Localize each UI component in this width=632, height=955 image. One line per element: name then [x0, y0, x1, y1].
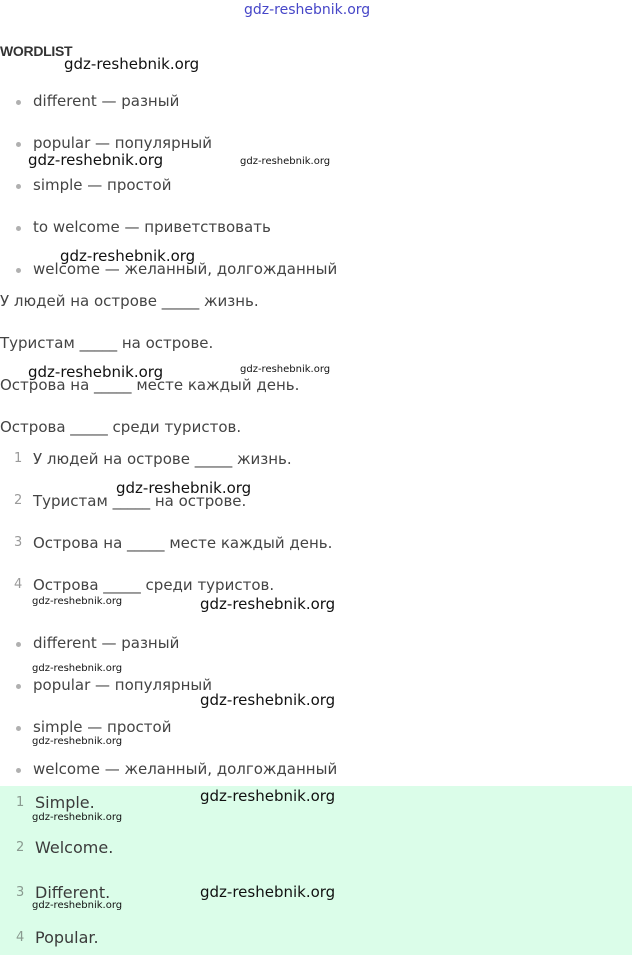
watermark: gdz-reshebnik.org: [32, 596, 123, 607]
bullet-icon: [16, 768, 21, 773]
answer-text: Popular.: [35, 928, 99, 947]
watermark: gdz-reshebnik.org: [60, 247, 196, 265]
list-item: 1 У людей на острове _____ жизнь.: [14, 450, 292, 468]
watermark: gdz-reshebnik.org: [32, 812, 123, 823]
list-item: to welcome — приветствовать: [0, 216, 632, 240]
item-number: 2: [14, 493, 23, 508]
bullet-icon: [16, 100, 21, 105]
sentence: Туристам _____ на острове.: [0, 334, 214, 352]
watermark: gdz-reshebnik.org: [200, 691, 336, 709]
watermark: gdz-reshebnik.org: [240, 156, 331, 167]
answer-text: Simple.: [35, 793, 95, 812]
list-item: 2 Туристам _____ на острове.: [14, 492, 247, 510]
sentence: Острова _____ среди туристов.: [0, 418, 242, 436]
bullet-icon: [16, 642, 21, 647]
answer-number: 3: [16, 885, 25, 900]
list-item: different — разный: [0, 632, 632, 656]
watermark: gdz-reshebnik.org: [200, 787, 336, 805]
list-item: 3 Острова на _____ месте каждый день.: [14, 534, 333, 552]
list-item: welcome — желанный, долгожданный: [0, 758, 632, 782]
list-item: popular — популярный: [0, 132, 632, 156]
item-number: 3: [14, 535, 23, 550]
watermark: gdz-reshebnik.org: [28, 363, 164, 381]
bullet-icon: [16, 268, 21, 273]
answer-number: 1: [16, 795, 25, 810]
item-number: 4: [14, 577, 23, 592]
sentence: Острова на _____ месте каждый день.: [0, 376, 300, 394]
answer-number: 4: [16, 930, 25, 945]
list-item: popular — популярный: [0, 674, 632, 698]
watermark: gdz-reshebnik.org: [32, 663, 123, 674]
list-item: welcome — желанный, долгожданный: [0, 258, 632, 282]
watermark: gdz-reshebnik.org: [32, 736, 123, 747]
list-item: simple — простой: [0, 174, 632, 198]
answer-text: Different.: [35, 883, 111, 902]
watermark: gdz-reshebnik.org: [200, 883, 336, 901]
watermark-top: gdz-reshebnik.org: [244, 2, 371, 18]
bullet-icon: [16, 726, 21, 731]
bullet-icon: [16, 226, 21, 231]
watermark: gdz-reshebnik.org: [200, 595, 336, 613]
list-item: different — разный: [0, 90, 632, 114]
answer-number: 2: [16, 840, 25, 855]
watermark: gdz-reshebnik.org: [64, 55, 200, 73]
watermark: gdz-reshebnik.org: [28, 151, 164, 169]
watermark: gdz-reshebnik.org: [240, 364, 331, 375]
item-number: 1: [14, 451, 23, 466]
bullet-icon: [16, 684, 21, 689]
bullet-icon: [16, 142, 21, 147]
watermark: gdz-reshebnik.org: [32, 900, 123, 911]
answer-text: Welcome.: [35, 838, 114, 857]
bullet-icon: [16, 184, 21, 189]
wordlist-heading: WORDLIST: [0, 43, 73, 59]
sentence: У людей на острове _____ жизнь.: [0, 292, 259, 310]
watermark: gdz-reshebnik.org: [116, 479, 252, 497]
list-item: 4 Острова _____ среди туристов.: [14, 576, 275, 594]
list-item: simple — простой: [0, 716, 632, 740]
